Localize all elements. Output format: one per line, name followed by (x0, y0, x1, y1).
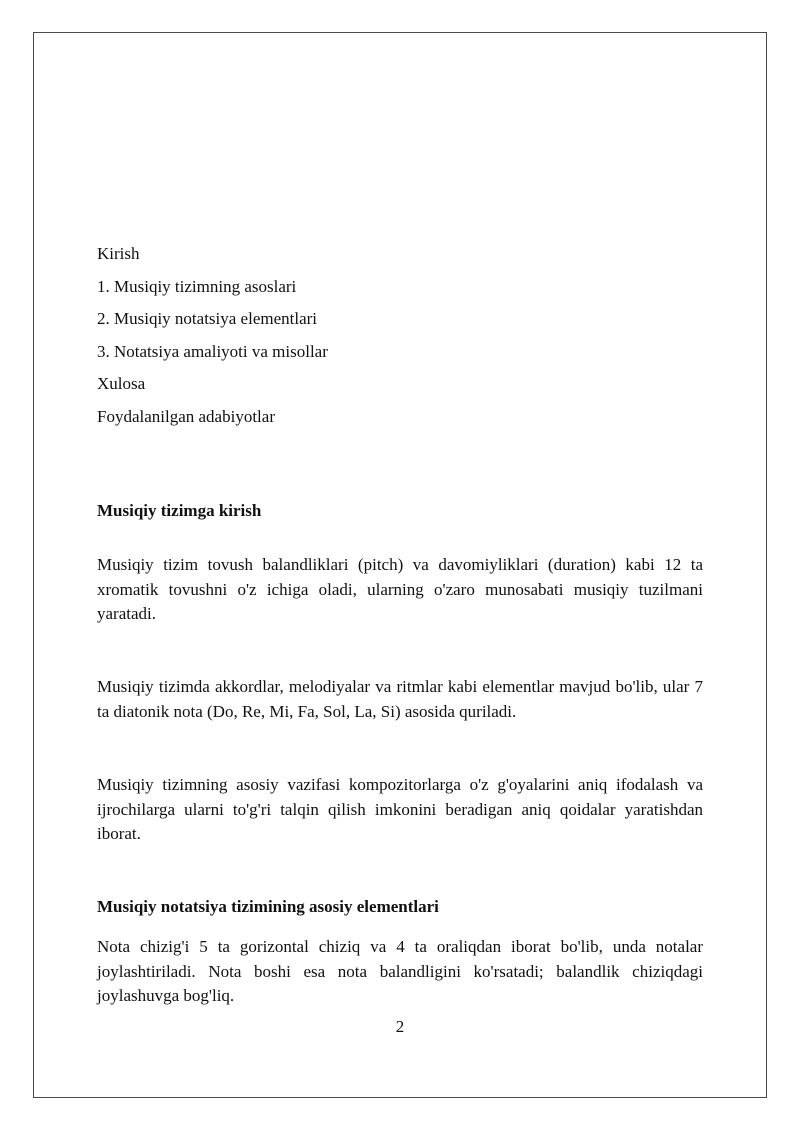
paragraph-system-purpose: Musiqiy tizimning asosiy vazifasi kompozitorlarga o'z g'oyalarini aniq ifodalash va ijrochilarga ularni to'g'ri talqin qilish imkonini beradigan aniq qoidalar yaratishdan iborat. (97, 775, 703, 843)
section-heading-intro: Musiqiy tizimga kirish (97, 501, 262, 520)
toc-item-chapter-2: 2. Musiqiy notatsiya elementlari (97, 309, 318, 328)
toc-item-introduction: Kirish (97, 244, 140, 263)
toc-item-conclusion: Xulosa (97, 374, 146, 393)
toc-item-references: Foydalanilgan adabiyotlar (97, 406, 275, 426)
page-number: 2 (395, 1017, 405, 1036)
paragraph-staff-lines: Nota chizig'i 5 ta gorizontal chiziq va 4 ta oraliqdan iborat bo'lib, unda notalar joylashtiriladi. Nota boshi esa nota balandligini ko'rsatadi; balandlik chiziqdagi joylashuvga bog'liq. (97, 937, 703, 1005)
toc-item-chapter-3: 3. Notatsiya amaliyoti va misollar (97, 341, 328, 361)
table-of-contents (97, 238, 703, 433)
paragraph-chords-melodies: Musiqiy tizimda akkordlar, melodiyalar va ritmlar kabi elementlar mavjud bo'lib, ular 7 ta diatonik nota (Do, Re, Mi, Fa, Sol, La, Si) asosida quriladi. (97, 677, 703, 721)
section-heading-notation-elements: Musiqiy notatsiya tizimining asosiy elementlari (97, 897, 439, 916)
paragraph-pitch-duration: Musiqiy tizim tovush balandliklari (pitch) va davomiyliklari (duration) kabi 12 ta xromatik tovushni o'z ichiga oladi, ularning o'zaro munosabati musiqiy tuzilmani yaratadi. (97, 555, 703, 623)
toc-item-chapter-1: 1. Musiqiy tizimning asoslari (97, 276, 297, 296)
